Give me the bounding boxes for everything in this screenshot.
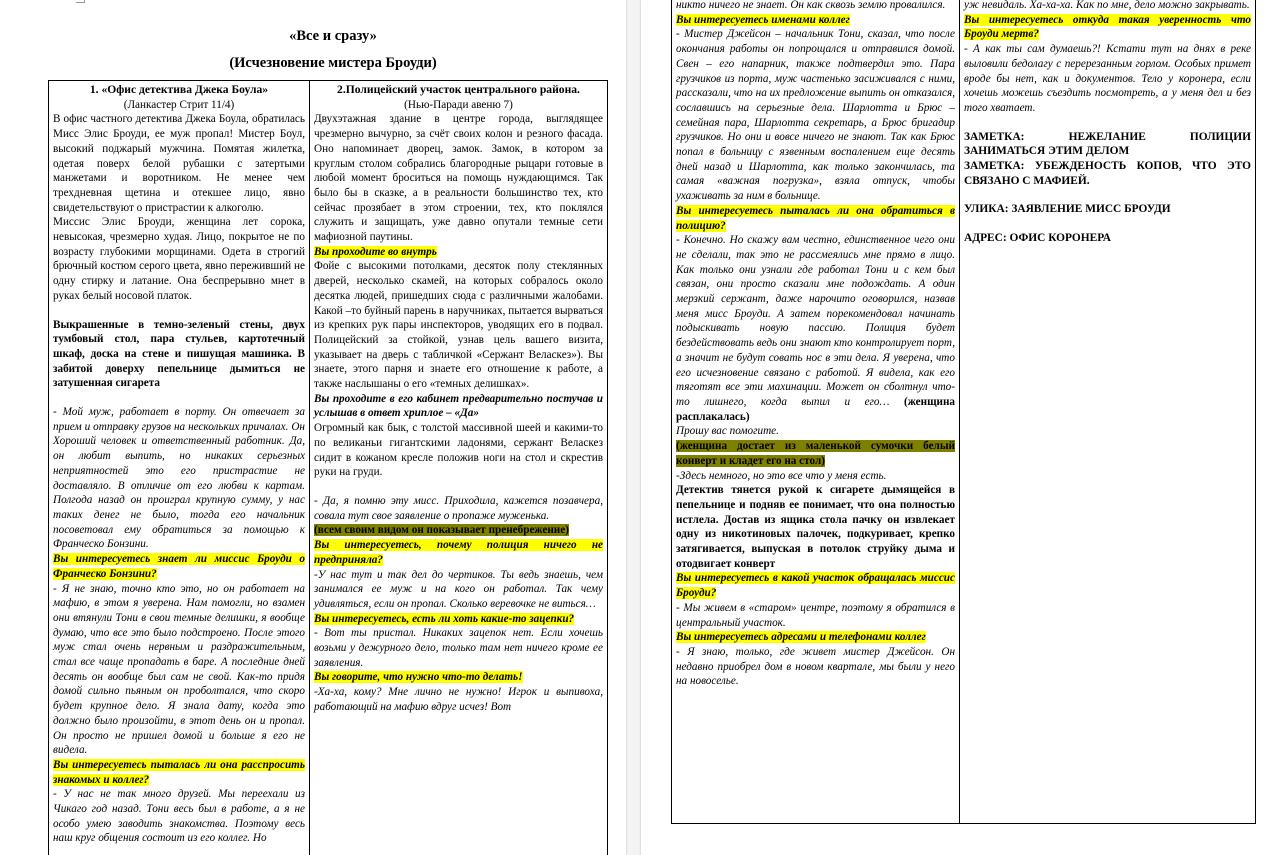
dialogue-reply: -Ха-ха, кому? Мне лично не нужно! Игрок и выпивоха, работающий на мафию вдруг исчез! Вот [314, 686, 603, 713]
player-question [314, 538, 603, 567]
dialogue-reply: - Я знаю, только, где живет мистер Джейсон. Он недавно приобрел дом в новом квартале, мы были у него на новоселье. [676, 645, 955, 688]
scenario-table-page-2 [671, 0, 1256, 824]
dialogue-reply [676, 233, 955, 424]
spacer [53, 304, 305, 318]
player-question [53, 552, 305, 581]
room-description: Выкрашенные в темно-зеленый стены, двух тумбовый стол, пара стульев, картотечный шкаф, доска на стене и пишущая машинка. В забитой доверху пепельнице дымиться не затушенная сигарета [53, 318, 305, 390]
player-question [676, 571, 955, 600]
highlighted-text: Вы проходите во внутрь [314, 245, 437, 258]
document-page-2 [641, 0, 1279, 855]
dialogue-reply: -У нас тут и так дел до чертиков. Ты ведь знаешь, чем занимался ее муж и на кого он работал. Так чему удивляться, если он пропал. Сколько веревочке не виться… [314, 568, 603, 610]
column-detective-office-continued [672, 0, 960, 823]
address-item: АДРЕС: ОФИС КОРОНЕРА [964, 232, 1111, 245]
section-heading: 2.Полицейский участок центрального района. [337, 83, 580, 96]
column-police-station [310, 81, 607, 855]
highlighted-text: Вы интересуетесь откуда такая уверенность что Броуди мертв? [964, 13, 1251, 41]
player-action [314, 245, 603, 260]
stage-note [676, 439, 955, 468]
stage-note [314, 523, 603, 538]
spacer [314, 480, 603, 494]
highlighted-text: Вы интересуетесь, есть ли хоть какие-то зацепки? [314, 612, 575, 625]
player-question [676, 204, 955, 233]
player-question [676, 630, 955, 645]
player-question [314, 670, 603, 685]
margin-marker [76, 0, 85, 3]
dialogue-reply: - Я не знаю, точно кто это, но он работает на мафию, в этом я уверена. Нам помогли, но взамен они втянули Тони в свои темные делишки, я вообще думаю, что все это было подстроено. После этого муж стал очень нервным и раздражительным, стал все чаще пропадать в баре. А последние дней десять он вообще был сам не свой. Как-то придя домой сильно пьяным он проболтался, что скоро будет крупное дело. Я знала дату, когда это должно было произойти, в этот день он и пропал. Он просто не пришел домой и больше я его не видела. [53, 582, 305, 757]
description-paragraph: Фойе с высокими потолками, десяток полу стеклянных дверей, несколько скамей, на которых собралось около десятка людей, пришедших сюда с различными жалобами. Какой –то буйный парень в наручниках, пытается вырваться из крепких рук пары инспекторов, уводящих его в подвал. Полицейский за стойкой, узнав цель вашего визита, указывает на дверь с табличкой «Сержант Веласкез»). Вы знаете, этого парня и знаете его отношение к работе, а также наслышаны о его «темных делишках». [314, 260, 603, 391]
dialogue-reply: - А как ты сам думаешь?! Кстати тут на днях в реке выловили бедолагу с перерезанным горлом. Особых примет вроде бы нет, как и документов. Тело у коронера, если хочешь можешь съездить посмотреть, а у меня дел и без того хватает. [964, 43, 1251, 114]
player-question [964, 13, 1251, 42]
dialogue-reply: - Мы живем в «старом» центре, поэтому я обратился в центральный участок. [676, 601, 955, 629]
dialogue-reply: -Здесь немного, но это все что у меня есть. [676, 469, 887, 482]
scenario-table-page-1 [48, 80, 608, 855]
highlighted-text: Вы интересуетесь именами коллег [676, 13, 850, 26]
player-action: Вы проходите в его кабинет предварительно постучав и услышав в ответ хриплое – «Да» [314, 392, 603, 420]
spacer [53, 391, 305, 405]
note-item: ЗАМЕТКА: УБЕЖДЕНОСТЬ КОПОВ, ЧТО ЭТО СВЯЗАНО С МАФИЕЙ. [964, 160, 1251, 187]
highlighted-text: Вы интересуетесь адресами и телефонами коллег [676, 631, 926, 644]
dialogue-reply: - Мистер Джейсон – начальник Тони, сказал, что после окончания работы он попрощался и отправился домой. Свен – его напарник, также подтвердил это. Пара грузчиков из порта, муж частенько засиживался с ними, рассказали, что на их предложение выпить он отказался, сославшись на серьезные дела. Шарлотта и Брюс – семейная пара, Шарлотта секретарь, а Брюс бригадир грузчиков. Но они и вовсе ничего не знают. Так как Брюс попал в больницу с язвенным воспалением еще десять дней назад и Шарлотта, как только закончилась, та самая «важная погрузка», взяла отпуск, чтобы ухаживать за ним в больнице. [676, 28, 955, 203]
highlighted-text: (женщина достает из маленькой сумочки белый конверт и кладет его на стол) [676, 440, 955, 467]
stage-note: (женщина расплакалась) [676, 395, 956, 423]
dialogue-text: - Конечно. Но скажу вам честно, единственное чего они не сделали, так это не рассмеялись мне прямо в лицо. Как только они узнали где работал Тони и с кем был связан, они просто сказали мне подождать. А один мерзкий сержант, даже нарочито оговорился, назвав меня мисс Броуди. А затем порекомендовал начинать подыскивать новую пассию. Полиция будет бездействовать ведь они знают кто контролирует порт, а значит не будут совать нос в эти дела. Я уверена, что его исчезновение связано с работой. Я видела, как его тяготят все эти махинации. Может он сболтнул что-то лишнего, когда выпил и его… [676, 234, 955, 408]
dialogue-reply: Прошу вас помогите. [676, 425, 779, 438]
dialogue-reply: никто ничего не знает. Он как сквозь землю провалился. [676, 0, 946, 11]
document-subtitle: (Исчезновение мистера Броуди) [229, 55, 437, 71]
spacer [964, 116, 1251, 130]
player-question [314, 612, 603, 627]
clue-item: УЛИКА: ЗАЯВЛЕНИЕ МИСС БРОУДИ [964, 203, 1171, 216]
highlighted-text: Вы интересуетесь знает ли миссис Броуди о Франческо Бонзини? [53, 553, 305, 580]
section-address: (Ланкастер Стрит 11/4) [123, 98, 235, 111]
highlighted-text: Вы интересуетесь пыталась ли она обратиться в полицию? [676, 204, 955, 232]
intro-paragraph: В офис частного детектива Джека Боула, обратилась Мисс Элис Броуди, ее муж пропал! Мистер Боул, высокий поджарый мужчина. Помятая жилетка, одетая поверх белой рубашки с затертыми манжетами и воротником. Не менее чем трехдневная щетина и отекшее лицо, явно свидетельствуют о пристрастии к алкоголю. [53, 113, 305, 214]
dialogue-reply: - У нас не так много друзей. Мы переехали из Чикаго год назад. Тони весь был в работе, а я не особо умею заводить знакомства. Поэтому весь наш круг общения состоит из его коллег. Но [53, 788, 305, 845]
dialogue-reply: уж невидаль. Ха-ха-ха. Как по мне, дело можно закрывать. [964, 0, 1250, 11]
intro-paragraph: Двухэтажная здание в центре города, выглядящее чрезмерно вычурно, за счёт своих колон и резного фасада. Оно напоминает дворец, замок. Замок, в котором за круглым столом собрались благородные рыцари готовые в любой момент броситься на помощь нуждающимся. Так было бы в сказке, а в реальности большинство тех, кто сейчас прозябает в этом строении, тех, кто поклялся служить и защищать, уже давно опутали темные сети мафиозной паутины. [314, 113, 603, 244]
dialogue-reply: - Вот ты пристал. Никаких зацепок нет. Если хочешь возьми у дежурного дело, только там нет ничего кроме ее заявления. [314, 627, 603, 669]
section-address: (Нью-Паради авеню 7) [404, 98, 513, 111]
highlighted-text: (всем своим видом он показывает пренебрежение) [314, 524, 569, 537]
dialogue-reply: - Да, я помню эту мисс. Приходила, кажется позавчера, совала тут свое заявление о пропаже муженька. [314, 494, 603, 522]
description-paragraph: Огромный как бык, с толстой массивной шеей и какими-то по великаньи гигантскими ладонями, сержант Веласкез сидит в кожаном кресле положив ноги на стол и скрестив руки на груди. [314, 422, 603, 479]
section-heading: 1. «Офис детектива Джека Боула» [89, 83, 269, 96]
intro-paragraph: Миссис Элис Броуди, женщина лет сорока, невысокая, чрезмерно худая. Лицо, покрытое не по возрасту глубокими морщинами. Одета в строгий брючный костюм серого цвета, явно переживший не одну стирку и латание. Она беспрерывно мнет в руках белый носовой платок. [53, 216, 305, 302]
player-question [676, 13, 955, 28]
highlighted-text: Вы интересуетесь пыталась ли она расспросить знакомых и коллег? [53, 758, 305, 786]
highlighted-text: Вы интересуетесь в какой участок обращалась миссис Броуди? [676, 572, 955, 600]
spacer [964, 188, 1251, 202]
description-paragraph: Детектив тянется рукой к сигарете дымящейся в пепельнице и подняв ее понимает, что она полностью истлела. Достав из ящика стола пачку он извлекает одну из никотиновых палочек, подкуривает, крепко затягивается, выпуская в потолок струйку дыма и отодвигает конверт [676, 484, 955, 570]
dialogue-reply: - Мой муж, работает в порту. Он отвечает за прием и отправку грузов на нескольких причалах. Он Хороший человек и ответственный работник. Да, он любит выпить, но никаких серьезных неприятностей это его пристрастие не доставляло. В отличие от его любви к картам. Полгода назад он проиграл крупную сумму, у нас таких денег не было, тогда его начальник посоветовал ему обратиться за помощью к Франческо Бонзини. [53, 406, 305, 551]
spacer [964, 217, 1251, 231]
note-item: ЗАМЕТКА: НЕЖЕЛАНИЕ ПОЛИЦИИ ЗАНИМАТЬСЯ ЭТИМ ДЕЛОМ [964, 130, 1251, 158]
document-page-1 [0, 0, 626, 855]
document-title: «Все и сразу» [289, 28, 377, 44]
highlighted-text: Вы говорите, что нужно что-то делать! [314, 671, 523, 684]
column-detective-office [49, 81, 310, 855]
highlighted-text: Вы интересуетесь, почему полиция ничего не предприняла? [314, 539, 603, 566]
player-question [53, 758, 305, 787]
column-police-station-continued [960, 0, 1255, 823]
